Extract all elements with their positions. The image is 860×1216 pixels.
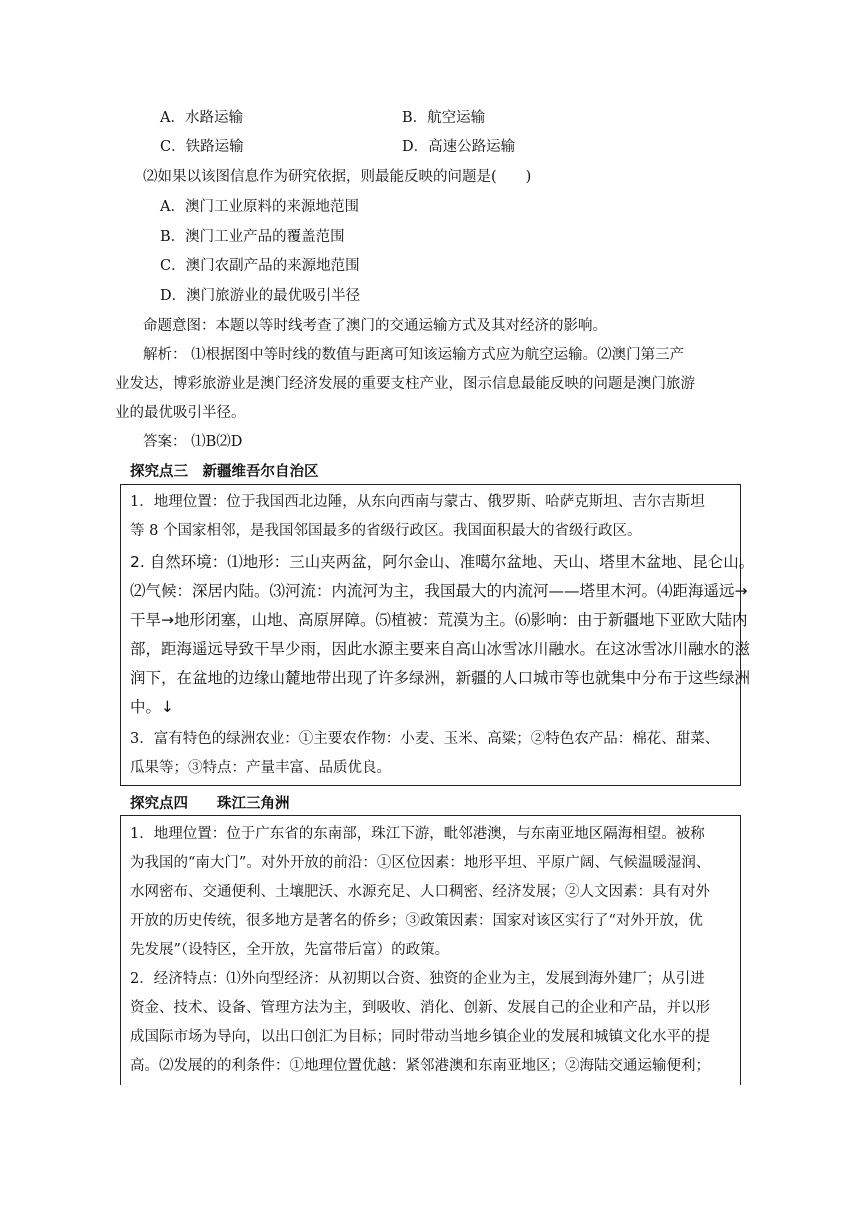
option-c: C．铁路运输 bbox=[160, 139, 244, 155]
s4-line-6: 2．经济特点：⑴外向型经济：从初期以合资、独资的企业为主，发展到海外建厂；从引进 bbox=[130, 971, 705, 987]
analysis-line-3: 业的最优吸引半径。 bbox=[115, 405, 246, 421]
s4-line-2: 为我国的“南大门”。对外开放的前沿：①区位因素：地形平坦、平原广阔、气候温暖湿润、 bbox=[130, 855, 711, 871]
s3-line-5: 干旱→地形闭塞，山地、高原屏障。⑸植被：荒漠为主。⑹影响：由于新疆地下亚欧大陆内 bbox=[130, 611, 748, 629]
s4-line-5: 先发展”（设特区，全开放，先富带后富）的政策。 bbox=[130, 942, 450, 958]
section-4-box bbox=[120, 815, 741, 1085]
s4-line-3: 水网密布、交通便利、土壤肥沃、水源充足、人口稠密、经济发展；②人文因素：具有对外 bbox=[130, 884, 710, 900]
section-3-heading: 探究点三 新疆维吾尔自治区 bbox=[130, 464, 319, 480]
answer-text: 答案： ⑴B⑵D bbox=[143, 434, 243, 450]
section-4-heading: 探究点四 珠江三角洲 bbox=[130, 796, 290, 812]
s4-line-9: 高。⑵发展的的利条件：①地理位置优越：紧邻港澳和东南亚地区；②海陆交通运输便利； bbox=[130, 1058, 710, 1074]
s3-line-6: 部，距海遥远导致干旱少雨，因此水源主要来自高山冰雪冰川融水。在这冰雪冰川融水的滋 bbox=[130, 640, 751, 658]
section-3-box bbox=[120, 484, 755, 786]
s3-line-7: 润下，在盆地的边缘山麓地带出现了许多绿洲，新疆的人口城市等也就集中分布于这些绿洲 bbox=[130, 669, 751, 687]
s4-line-1: 1．地理位置：位于广东省的东南部，珠江下游，毗邻港澳，与东南亚地区隔海相望。被称 bbox=[130, 826, 705, 842]
analysis-line-1: 解析： ⑴根据图中等时线的数值与距离可知该运输方式应为航空运输。⑵澳门第三产 bbox=[143, 347, 685, 363]
s3-line-8: 中。↓ bbox=[130, 698, 174, 716]
option-b: B．航空运输 bbox=[402, 110, 486, 126]
q2-option-b: B．澳门工业产品的覆盖范围 bbox=[160, 229, 345, 245]
s4-line-4: 开放的历史传统，很多地方是著名的侨乡；③政策因素：国家对该区实行了“对外开放，优 bbox=[130, 913, 703, 929]
s3-line-1: 1．地理位置：位于我国西北边陲，从东向西南与蒙古、俄罗斯、哈萨克斯坦、吉尔吉斯坦 bbox=[130, 494, 705, 510]
s3-line-3: 2. 自然环境：⑴地形：三山夹两盆，阿尔金山、准噶尔盆地、天山、塔里木盆地、昆仑山。 bbox=[130, 553, 755, 571]
s3-line-10: 瓜果等；③特点：产量丰富、品质优良。 bbox=[130, 760, 391, 776]
question-2-stem: ⑵如果以该图信息作为研究依据，则最能反映的问题是( ) bbox=[143, 169, 532, 185]
q2-option-d: D．澳门旅游业的最优吸引半径 bbox=[160, 288, 361, 304]
intent-text: 命题意图：本题以等时线考查了澳门的交通运输方式及其对经济的影响。 bbox=[143, 318, 607, 334]
s3-line-4: ⑵气候：深居内陆。⑶河流：内流河为主，我国最大的内流河——塔里木河。⑷距海遥远→ bbox=[130, 582, 748, 600]
q2-option-c: C．澳门农副产品的来源地范围 bbox=[160, 258, 360, 274]
option-d: D．高速公路运输 bbox=[402, 139, 516, 155]
s3-line-2: 等 8 个国家相邻，是我国邻国最多的省级行政区。我国面积最大的省级行政区。 bbox=[130, 523, 642, 539]
s4-line-7: 资金、技术、设备、管理方法为主，到吸收、消化、创新、发展自己的企业和产品，并以形 bbox=[130, 1000, 710, 1016]
q2-option-a: A．澳门工业原料的来源地范围 bbox=[160, 199, 359, 215]
s3-line-9: 3．富有特色的绿洲农业：①主要农作物：小麦、玉米、高粱；②特色农产品：棉花、甜菜、 bbox=[130, 731, 720, 747]
s4-line-8: 成国际市场为导向，以出口创汇为目标；同时带动当地乡镇企业的发展和城镇文化水平的提 bbox=[130, 1029, 710, 1045]
option-a: A．水路运输 bbox=[160, 110, 243, 126]
analysis-line-2: 业发达，博彩旅游业是澳门经济发展的重要支柱产业，图示信息最能反映的问题是澳门旅游 bbox=[115, 376, 695, 392]
